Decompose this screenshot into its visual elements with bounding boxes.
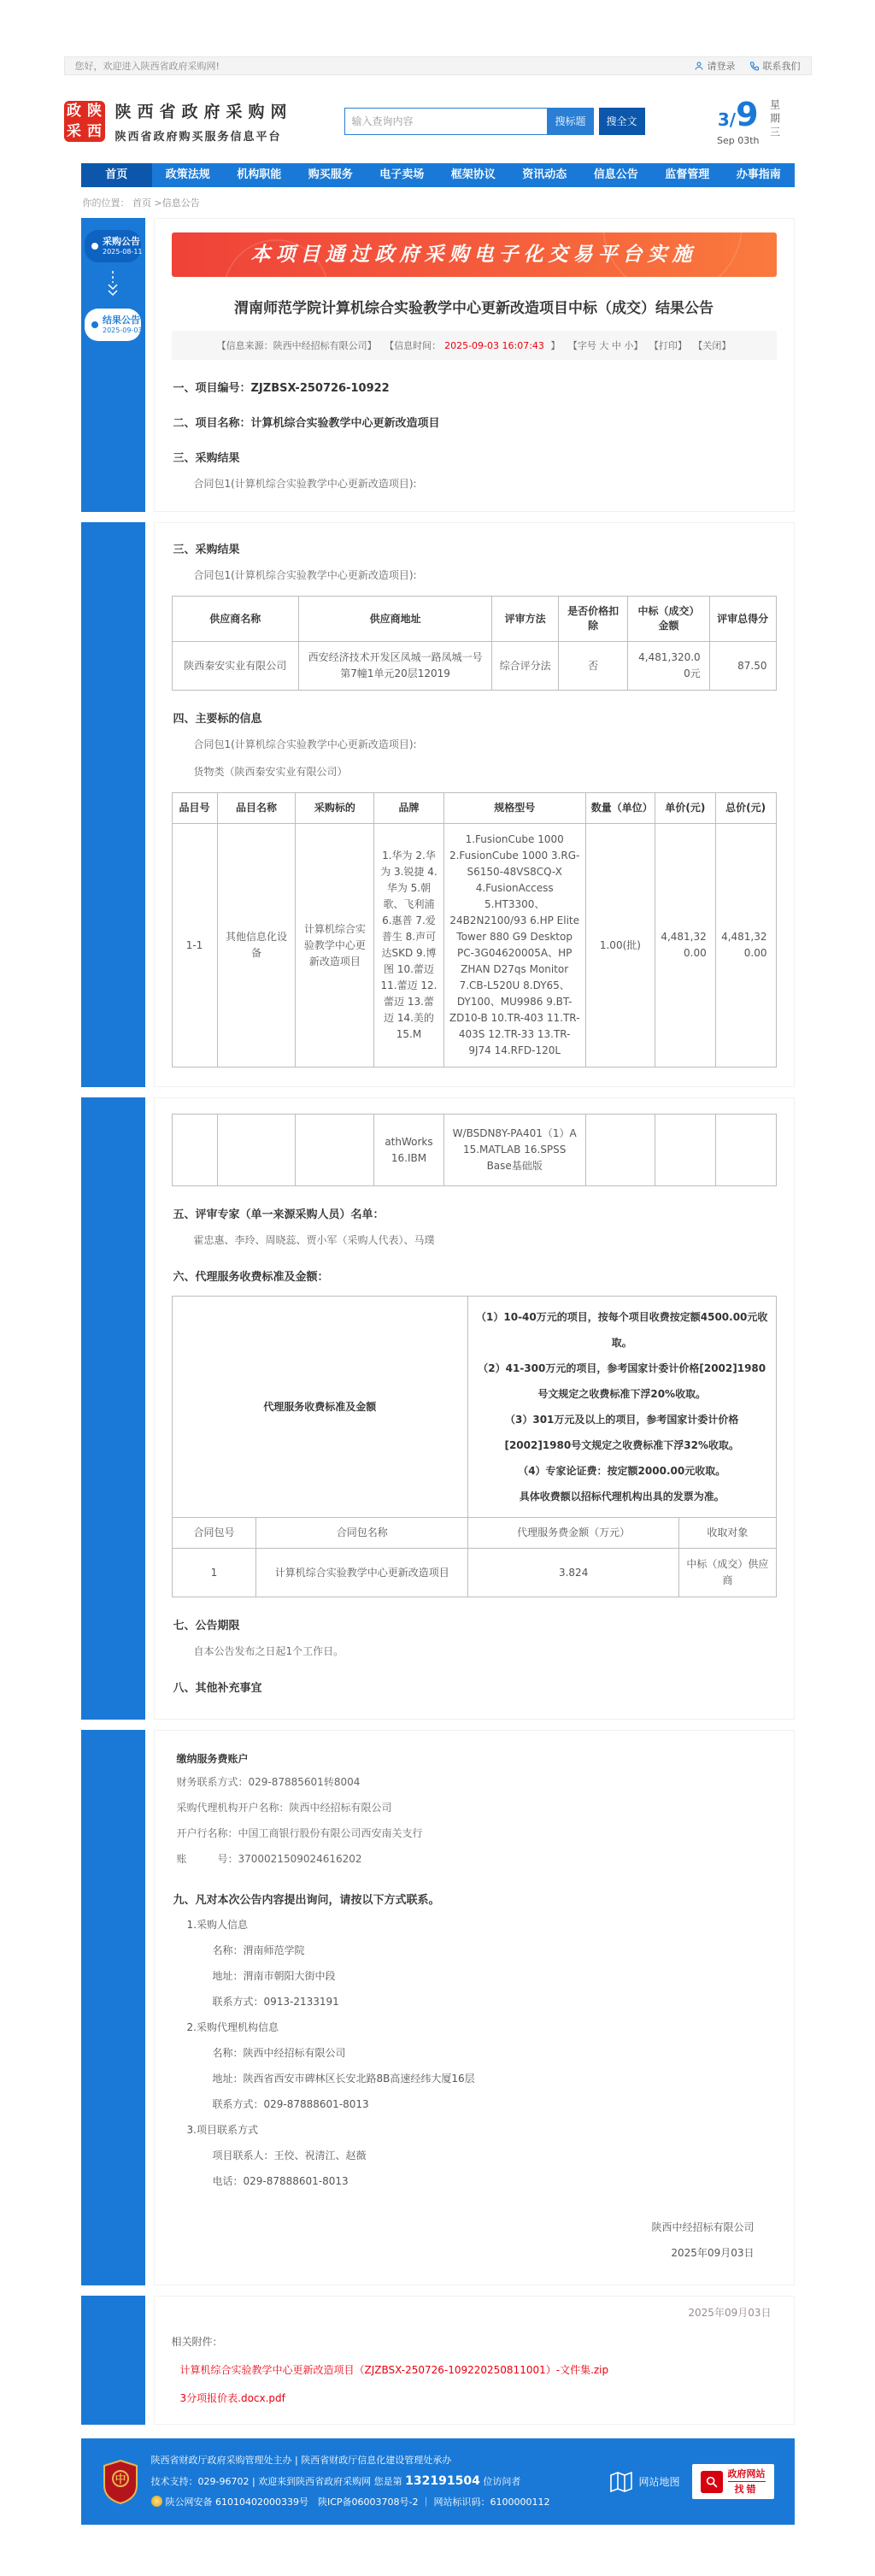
contract-package-name: 计算机综合实验教学中心更新改造项目 [256,1549,467,1597]
review-method: 综合评分法 [492,642,559,691]
article-meta-bar [172,331,777,360]
search-fulltext-button[interactable]: 搜全文 [599,108,645,135]
table-header: 供应商地址 [298,597,491,642]
section-7-heading: 七、公告期限 [173,1620,240,1632]
purchaser-address: 地址：渭南市朝阳大街中段 [212,1970,336,1982]
purchaser-info-title: 1.采购人信息 [186,1919,248,1931]
police-badge-icon [151,2496,162,2507]
government-emblem-icon [102,2460,139,2504]
phone-icon [749,61,760,71]
sidebar-spacer [81,1730,145,2285]
unit-price: 4,481,320.00 [655,824,716,1067]
attachment-file-pdf[interactable]: 3分项报价表.docx.pdf [179,2392,285,2404]
agency-address: 地址：陕西省西安市碑林区长安北路8B高速经纬大厦16层 [212,2073,475,2085]
login-link[interactable]: 请登录 [694,59,736,73]
breadcrumb: 你的位置： 首页 >信息公告 [82,197,200,209]
site-logo: 政 陕 采 西 [64,101,105,142]
visitor-count: 132191504 [405,2474,480,2488]
signature-date: 2025年09月03日 [671,2247,755,2259]
fee-payer: 中标（成交）供应商 [679,1549,776,1597]
table-header: 合同包号 [172,1518,256,1549]
nav-item-home[interactable]: 首页 [81,163,153,187]
date-english: Sep 03th [716,135,760,146]
attachments-title: 相关附件： [171,2336,223,2348]
table-row [172,1297,776,1518]
brand-list-continued: athWorks 16.IBM [374,1115,443,1186]
purchaser-phone: 联系方式：0913-2133191 [212,1996,339,2008]
nav-item-announcements[interactable]: 信息公告 [593,168,638,181]
table-row [172,1115,776,1186]
nav-item-guide[interactable]: 办事指南 [736,168,781,181]
table-header: 评审总得分 [709,597,776,642]
announcement-card-3 [154,1097,795,1720]
subject-matter-table-continued [172,1114,777,1186]
close-button[interactable]: 【关闭】 [693,340,731,351]
weekday-label: 星期三 [768,99,781,140]
timeline-dot [91,243,98,250]
table-header: 品目号 [172,793,217,824]
table-header: 品目名称 [217,793,296,824]
project-contact-title: 3.项目联系方式 [186,2124,258,2136]
bank-name: 开户行名称：中国工商银行股份有限公司西安南关支行 [176,1827,423,1839]
sidebar-spacer [81,2296,145,2425]
print-button[interactable]: 【打印】 [649,340,687,351]
table-header: 中标（成交）金额 [628,597,709,642]
sidebar-item-procurement-notice[interactable]: 采购公告 2025-08-11 [85,230,141,262]
page-title: 渭南师范学院计算机综合实验教学中心更新改造项目中标（成交）结果公告 [234,300,714,317]
breadcrumb-home[interactable]: 首页 [132,197,151,209]
table-header: 合同包名称 [256,1518,467,1549]
sidebar-spacer [81,1097,145,1720]
gov-website-error-report-badge[interactable] [692,2464,774,2499]
table-header: 是否价格扣除 [558,597,627,642]
supplier-name: 陕西秦安实业有限公司 [172,642,298,691]
sidebar-timeline [81,218,145,512]
table-header: 采购标的 [296,793,374,824]
agency-name: 名称：陕西中经招标有限公司 [212,2047,346,2059]
section-8-heading: 八、其他补充事宜 [173,1682,262,1695]
finance-contact: 财务联系方式：029-87885601转8004 [176,1776,361,1788]
sidebar-item-result-notice[interactable]: 结果公告 2025-09-03 [85,309,141,341]
sitemap-icon [609,2471,633,2493]
notice-period: 自本公告发布之日起1个工作日。 [193,1645,344,1657]
signature-block [172,2214,777,2266]
section-3-paragraph: 合同包1(计算机综合实验教学中心更新改造项目): [193,478,417,490]
breadcrumb-current: 信息公告 [161,197,200,209]
top-utility-bar [64,56,812,75]
nav-item-purchase-service[interactable]: 购买服务 [308,168,353,181]
spec-model-list-continued: W/BSDN8Y-PA401（1）A 15.MATLAB 16.SPSS Base基础版 [443,1115,585,1186]
table-header: 品牌 [374,793,443,824]
font-size-control[interactable]: 【字号 大 中 小】 [567,340,643,351]
table-header: 收取对象 [679,1518,776,1549]
brand-list: 1.华为 2.华为 3.锐捷 4.华为 5.朝歌、飞利浦 6.惠普 7.爱普生 8.声可达SKD 9.博图 10.蕾迈 11.蕾迈 12.蕾迈 13.蕾迈 14.美的 15.M [374,824,443,1067]
table-header: 评审方法 [492,597,559,642]
quantity: 1.00(批) [585,824,655,1067]
nav-item-framework[interactable]: 框架协议 [450,168,496,181]
platform-banner: 本项目通过政府采购电子化交易平台实施 [172,232,777,277]
agency-fee-amount: 3.824 [467,1549,678,1597]
nav-item-functions[interactable]: 机构职能 [237,168,282,181]
section-6-heading: 六、代理服务收费标准及金额： [173,1271,329,1284]
table-header: 规格型号 [443,793,585,824]
service-fee-account-title: 缴纳服务费账户 [176,1753,249,1765]
signature-company: 陕西中经招标有限公司 [651,2221,755,2233]
project-contact-persons: 项目联系人：王佼、祝清江、赵薇 [212,2150,367,2161]
date-widget [717,96,812,146]
procurement-target: 计算机综合实验教学中心更新改造项目 [296,824,374,1067]
table-row [172,1549,776,1597]
site-footer [81,2438,795,2525]
section-1-heading: 一、项目编号：ZJZBSX-250726-10922 [173,382,390,395]
section-3-paragraph-repeat: 合同包1(计算机综合实验教学中心更新改造项目): [193,569,417,581]
date-day: 9 [736,96,759,133]
sitemap-link[interactable]: 网站地图 [609,2471,679,2493]
site-header [64,75,812,163]
expert-names: 霍忠惠、李玲、周晓蕊、贾小军（采购人代表）、马璞 [193,1234,435,1246]
section-4-heading: 四、主要标的信息 [173,713,262,726]
search-bar [344,108,645,135]
meta-source: 【信息来源：陕西中经招标有限公司】 [216,340,377,351]
svg-text:中: 中 [114,2473,126,2486]
subject-matter-table [172,792,777,1067]
fee-standard-details: （1）10-40万元的项目，按每个项目收费按定额4500.00元收取。 （2）41-300万元的项目，参考国家计委计价格[2002]1980号文规定之收费标准下浮20%收取。 （3）301万元及以上的项目，参考国家计委计价格[2002]1980号文规定之收费标准下浮32%收取。 （4）专家论证费：按定额2000.00元收取。 具体收费额以招标代理机构出具的发票为准。 [467,1297,776,1518]
agency-phone: 联系方式：029-87888601-8013 [212,2098,369,2110]
main-nav [81,163,795,187]
sidebar-spacer [81,522,145,1087]
badge-label-top: 政府网站 [727,2468,766,2479]
nav-item-news[interactable]: 资讯动态 [522,168,567,181]
supplier-address: 西安经济技术开发区凤城一路凤城一号第7幢1单元20层12019 [298,642,491,691]
user-icon [694,61,704,71]
section-4-paragraph-2: 货物类（陕西秦安实业有限公司） [193,766,348,778]
account-number: 账 号：3700021509024616202 [176,1853,362,1865]
section-9-heading: 九、凡对本次公告内容提出询问，请按以下方式联系。 [173,1894,440,1907]
welcome-text: 您好，欢迎进入陕西省政府采购网! [74,61,220,72]
item-name: 其他信息化设备 [217,824,296,1067]
announcement-card-2 [154,522,795,1087]
magnifier-icon [701,2471,723,2493]
meta-time: 【信息时间： 2025-09-03 16:07:43 】 [385,340,561,351]
review-score: 87.50 [709,642,776,691]
purchaser-name: 名称：渭南师范学院 [212,1944,305,1956]
agency-fee-table [172,1296,777,1597]
contract-package-number: 1 [172,1549,256,1597]
section-2-heading: 二、项目名称：计算机综合实验教学中心更新改造项目 [173,417,440,430]
item-number: 1-1 [172,824,217,1067]
attachments-card [154,2296,795,2425]
nav-item-policies[interactable]: 政策法规 [165,168,210,181]
nav-item-emall[interactable]: 电子卖场 [379,168,425,181]
section-3-heading-repeat: 三、采购结果 [173,544,240,556]
table-header: 供应商名称 [172,597,298,642]
table-header: 总价(元) [715,793,776,824]
attachment-file-zip[interactable]: 计算机综合实验教学中心更新改造项目（ZJZBSX-250726-109220250811001）-文件集.zip [179,2364,609,2376]
contact-us-link[interactable]: 联系我们 [749,59,801,73]
total-price: 4,481,320.00 [715,824,776,1067]
announcement-card-1 [154,218,795,512]
agency-account-name: 采购代理机构开户名称：陕西中经招标有限公司 [176,1802,392,1814]
table-row [172,824,776,1067]
agency-info-title: 2.采购代理机构信息 [186,2021,279,2033]
search-input[interactable] [344,108,548,135]
section-5-heading: 五、评审专家（单一来源采购人员）名单： [173,1209,385,1221]
section-4-paragraph-1: 合同包1(计算机综合实验教学中心更新改造项目): [193,738,417,750]
footer-line-2: 技术支持：029-96702 | 欢迎来到陕西省政府采购网 您是第 132191504 位访问者 [150,2474,521,2488]
faded-date: 2025年09月03日 [688,2307,772,2319]
table-row [172,642,776,691]
spec-model-list: 1.FusionCube 1000 2.FusionCube 1000 3.RG-S6150-48VS8CQ-X 4.FusionAccess 5.HT3300、24B2N2100/93 6.HP Elite Tower 880 G9 Desktop PC-3G04620005A、HP ZHAN D27qs Monitor 7.CB-L520U 8.DY65、DY100、MU9986 9.BT-ZD10-B 10.TR-403 11.TR-403S 12.TR-33 13.TR-9J74 14.RFD-120L [443,824,585,1067]
price-deduction: 否 [558,642,627,691]
site-subtitle: 陕西省政府购买服务信息平台 [115,130,282,144]
search-title-button[interactable]: 搜标题 [548,108,594,135]
supplier-result-table [172,596,777,691]
timeline-arrow-icon [81,271,145,300]
table-header: 代理服务费金额（万元） [467,1518,678,1549]
footer-line-1: 陕西省财政厅政府采购管理处主办 | 陕西省财政厅信息化建设管理处承办 [150,2455,452,2466]
project-contact-phone: 电话：029-87888601-8013 [212,2175,349,2187]
table-header: 数量（单位） [585,793,655,824]
badge-label-bottom: 找错 [728,2481,766,2495]
nav-item-supervision[interactable]: 监督管理 [665,168,710,181]
fee-standard-label: 代理服务收费标准及金额 [172,1297,467,1518]
announcement-card-4 [154,1730,795,2285]
timeline-dot [91,321,98,328]
table-header: 单价(元) [655,793,716,824]
award-amount: 4,481,320.00元 [628,642,709,691]
section-3-heading: 三、采购结果 [173,452,240,465]
site-title: 陕西省政府采购网 [115,102,293,121]
date-month: 3/ [717,109,737,130]
footer-line-3: 陕公网安备 61010402000339号 陕ICP备06003708号-2 ｜ 网站标识码：6100000112 [151,2492,610,2513]
